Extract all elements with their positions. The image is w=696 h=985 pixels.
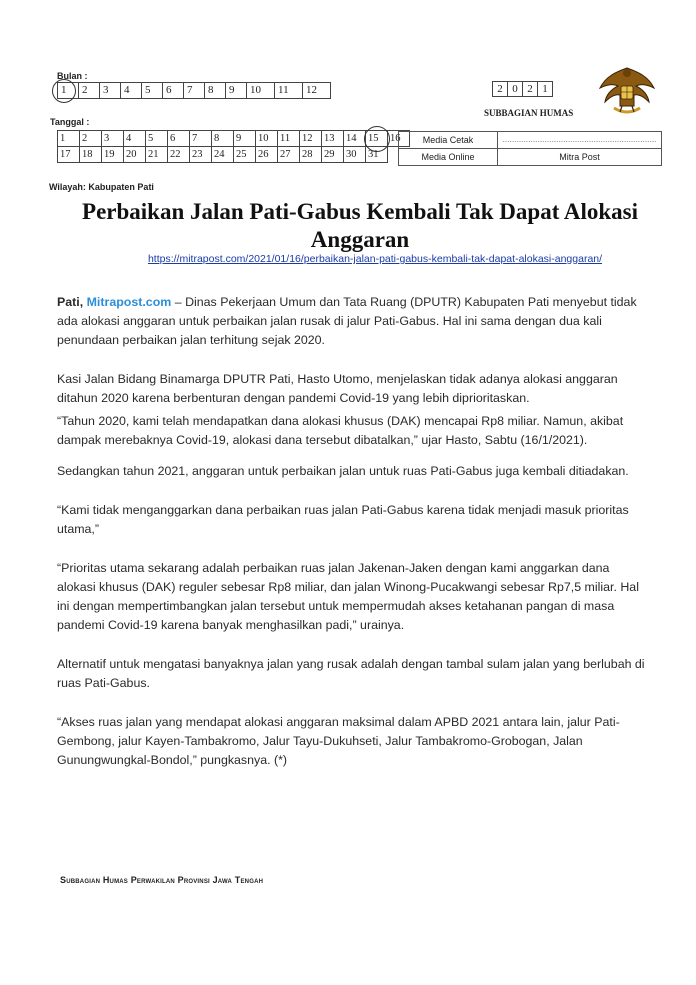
date-cell: 28 xyxy=(300,147,322,163)
month-cell: 3 xyxy=(100,83,121,99)
article-lead xyxy=(57,293,647,350)
date-cell: 22 xyxy=(168,147,190,163)
region-label: Wilayah: Kabupaten Pati xyxy=(49,182,154,192)
year-table xyxy=(492,81,553,97)
month-cell: 12 xyxy=(303,83,331,99)
month-cell: 10 xyxy=(247,83,275,99)
lead-place: Pati, xyxy=(57,295,87,309)
article-paragraph: Kasi Jalan Bidang Binamarga DPUTR Pati, Hasto Utomo, menjelaskan tidak adanya alokasi anggaran ditahun 2020 karena berbenturan dengan pandemi Covid-19 yang lebih diprioritaskan. xyxy=(57,372,618,405)
date-cell: 5 xyxy=(146,131,168,147)
date-cell: 15 xyxy=(366,131,388,147)
month-cell: 11 xyxy=(275,83,303,99)
article-body xyxy=(57,293,647,770)
article-title: Perbaikan Jalan Pati-Gabus Kembali Tak Dapat Alokasi Anggaran xyxy=(82,199,638,252)
date-cell: 2 xyxy=(80,131,102,147)
article-paragraph: “Kami tidak menganggarkan dana perbaikan ruas jalan Pati-Gabus karena tidak menjadi masuk prioritas utama,” xyxy=(57,503,629,536)
date-cell: 12 xyxy=(300,131,322,147)
date-cell: 21 xyxy=(146,147,168,163)
date-cell: 1 xyxy=(58,131,80,147)
year-digit: 0 xyxy=(508,82,523,97)
article-paragraph: “Prioritas utama sekarang adalah perbaikan ruas jalan Jakenan-Jaken dengan kami anggarkan dana alokasi khusus (DAK) reguler sebesar Rp8 miliar, dan jalan Winong-Pucakwangi sebesar Rp7,5 miliar. Hal ini dengan mempertimbangkan jalan tersebut untuk mempermudah akses ketahanan pangan di masa pandemi Covid-19 karena banyak menghasilkan padi,” urainya. xyxy=(57,561,639,632)
date-cell: 11 xyxy=(278,131,300,147)
media-online-label: Media Online xyxy=(399,149,498,166)
date-cell: 10 xyxy=(256,131,278,147)
date-cell: 31 xyxy=(366,147,388,163)
date-cell: 25 xyxy=(234,147,256,163)
unit-label: SUBBAGIAN HUMAS xyxy=(484,108,574,118)
month-cell: 5 xyxy=(142,83,163,99)
bulan-label: Bulan : xyxy=(57,71,88,81)
date-cell: 27 xyxy=(278,147,300,163)
year-digit: 1 xyxy=(538,82,553,97)
year-digit: 2 xyxy=(493,82,508,97)
month-cell: 6 xyxy=(163,83,184,99)
date-cell: 8 xyxy=(212,131,234,147)
month-cell: 8 xyxy=(205,83,226,99)
date-cell: 20 xyxy=(124,147,146,163)
date-cell: 7 xyxy=(190,131,212,147)
date-cell: 26 xyxy=(256,147,278,163)
media-table xyxy=(398,131,662,166)
date-cell: 23 xyxy=(190,147,212,163)
media-cetak-label: Media Cetak xyxy=(399,132,498,149)
date-cell: 4 xyxy=(124,131,146,147)
date-cell: 18 xyxy=(80,147,102,163)
date-cell: 17 xyxy=(58,147,80,163)
date-cell: 6 xyxy=(168,131,190,147)
month-cell: 7 xyxy=(184,83,205,99)
date-cell: 29 xyxy=(322,147,344,163)
month-cell: 9 xyxy=(226,83,247,99)
month-cell: 4 xyxy=(121,83,142,99)
article-url-link[interactable]: https://mitrapost.com/2021/01/16/perbaikan-jalan-pati-gabus-kembali-tak-dapat-alokasi-anggaran/ xyxy=(147,253,603,265)
footer-unit: Subbagian Humas Perwakilan Provinsi Jawa Tengah xyxy=(60,875,264,885)
date-cell: 16 xyxy=(388,131,410,147)
date-cell: 14 xyxy=(344,131,366,147)
month-cell: 2 xyxy=(79,83,100,99)
date-cell: 9 xyxy=(234,131,256,147)
article-paragraph: Sedangkan tahun 2021, anggaran untuk perbaikan jalan untuk ruas Pati-Gabus juga kembali ditiadakan. xyxy=(57,464,629,478)
date-cell: 19 xyxy=(102,147,124,163)
month-cell: 1 xyxy=(58,83,79,99)
date-cell: 13 xyxy=(322,131,344,147)
media-cetak-value: ………………………………………………………… xyxy=(498,132,662,149)
date-cell: 24 xyxy=(212,147,234,163)
tanggal-label: Tanggal : xyxy=(50,117,90,127)
article-paragraph: Alternatif untuk mengatasi banyaknya jalan yang rusak adalah dengan tambal sulam jalan yang berlubah di ruas Pati-Gabus. xyxy=(57,657,645,690)
year-digit: 2 xyxy=(523,82,538,97)
source-link[interactable]: Mitrapost.com xyxy=(86,295,172,309)
month-table xyxy=(57,82,331,99)
date-cell: 3 xyxy=(102,131,124,147)
date-table xyxy=(57,130,410,163)
garuda-emblem-icon xyxy=(596,62,658,120)
article-paragraph: “Tahun 2020, kami telah mendapatkan dana alokasi khusus (DAK) mencapai Rp8 miliar. Namun, akibat dampak merebaknya Covid-19, alokasi dana tersebut dibatalkan,” ujar Hasto, Sabtu (16/1/2021). xyxy=(57,414,624,447)
article-paragraph: “Akses ruas jalan yang mendapat alokasi anggaran maksimal dalam APBD 2021 antara lain, jalur Pati-Gembong, jalur Kayen-Tambakromo, Jalur Tayu-Dukuhseti, Jalur Tambakromo-Grobogan, Jalan Gunungwungkal-Bondol,” pungkasnya. (*) xyxy=(57,715,620,767)
date-cell: 30 xyxy=(344,147,366,163)
lead-text: – Dinas Pekerjaan Umum dan Tata Ruang (DPUTR) Kabupaten Pati menyebut tidak ada alokasi anggaran untuk perbaikan jalan rusak di jalur Pati-Gabus. Hal ini sama dengan dua kali penundaan perbaikan jalan terhitung sejak 2020. xyxy=(57,295,637,347)
media-online-value: Mitra Post xyxy=(498,149,662,166)
date-circle-mark xyxy=(364,126,390,152)
month-circle-mark xyxy=(52,79,76,103)
